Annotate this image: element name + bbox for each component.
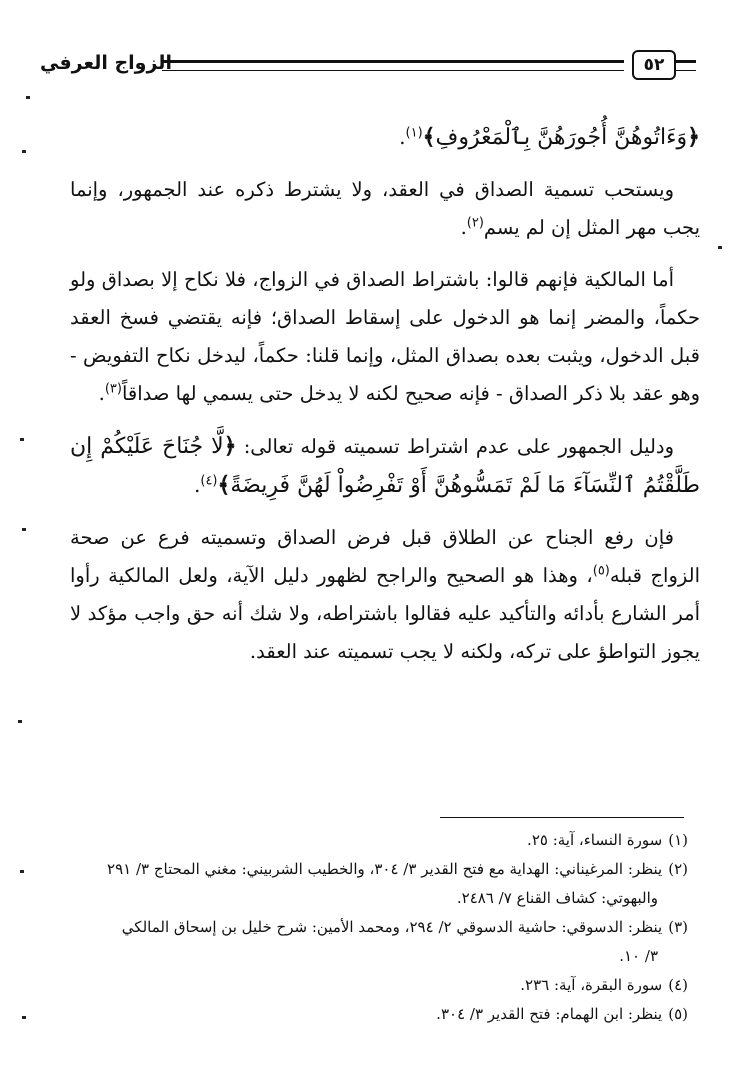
- footnote-5: (٥)ينظر: ابن الهمام: فتح القدير ٣/ ٣٠٤.: [436, 1005, 688, 1023]
- footnotes: [68, 826, 688, 1029]
- scan-mark: [18, 720, 22, 723]
- page-number: ٥٢: [632, 50, 676, 80]
- footnote-ref-3: (٣): [104, 381, 122, 397]
- page-header: [40, 46, 690, 86]
- footnote-3: (٣)ينظر: الدسوقي: حاشية الدسوقي ٢/ ٢٩٤، ومحمد الأمين: شرح خليل بن إسحاق المالكي ٣/ ١٠.: [121, 918, 688, 965]
- scan-mark: [20, 438, 24, 441]
- paragraph-5-text-a: فإن رفع الجناح عن الطلاق قبل فرض الصداق وتسميته فرع عن صحة الزواج قبله: [70, 526, 700, 587]
- footnote-ref-1: (١): [405, 125, 423, 141]
- scan-mark: [718, 246, 722, 249]
- footnote-ref-5: (٥): [592, 563, 610, 579]
- scan-mark: [20, 870, 24, 873]
- header-rule-tail: [676, 60, 696, 71]
- running-title: الزواج العرفي: [40, 52, 172, 74]
- header-rule: [162, 60, 624, 71]
- paragraph-2: ويستحب تسمية الصداق في العقد، ولا يشترط ذكره عند الجمهور، وإنما يجب مهر المثل إن لم يسم$^{(٢)}$.: [70, 178, 700, 239]
- scan-mark: [26, 96, 30, 99]
- paragraph-quran-verse-1: ﴿وَءَاتُوهُنَّ أُجُورَهُنَّ بِٱلْمَعْرُوفِ﴾$^{(١)}$.: [399, 124, 700, 150]
- paragraph-5: [70, 519, 700, 671]
- footnote-separator: [440, 817, 684, 818]
- paragraph-4: ودليل الجمهور على عدم اشتراط تسميته قوله تعالى: ﴿لَّا جُنَاحَ عَلَيْكُمْ إِن طَلَّقْتُمُ ٱلنِّسَآءَ مَا لَمْ تَمَسُّوهُنَّ أَوْ تَفْرِضُواْ لَهُنَّ فَرِيضَةً﴾$^{(٤)}$.: [70, 433, 700, 498]
- scan-mark: [22, 150, 26, 153]
- footnote-2: (٢)ينظر: المرغيناني: الهداية مع فتح القدير ٣/ ٣٠٤، والخطيب الشربيني: مغني المحتاج ٣/ ٢٩١ والبهوتي: كشاف القناع ٧/ ٢٤٨٦.: [107, 860, 688, 907]
- paragraph-5-text-b: ، وهذا هو الصحيح والراجح لظهور دليل الآية، ولعل المالكية رأوا أمر الشارع بأدائه والتأكيد عليه فقالوا باشتراطه، ولا شك أنه حق واجب مؤكد لا يجوز التواطؤ على تركه، ولكنه لا يجب تسميته عند العقد.: [70, 564, 700, 663]
- main-text: [70, 118, 700, 685]
- footnote-4: (٤)سورة البقرة، آية: ٢٣٦.: [520, 976, 688, 994]
- quran-verse-1: ﴿وَءَاتُوهُنَّ أُجُورَهُنَّ بِٱلْمَعْرُوفِ﴾: [422, 124, 700, 150]
- footnote-ref-4: (٤): [200, 473, 218, 489]
- paragraph-2-text: ويستحب تسمية الصداق في العقد، ولا يشترط ذكره عند الجمهور، وإنما يجب مهر المثل إن لم يسم: [70, 178, 700, 239]
- paragraph-3: أما المالكية فإنهم قالوا: باشتراط الصداق في الزواج، فلا نكاح إلا بصداق ولو حكماً، والمضر إنما هو الدخول على إسقاط الصداق؛ فإنه يقتضي فسخ العقد قبل الدخول، ويثبت بعده بصداق المثل، وإنما قلنا: حكماً، ليدخل نكاح التفويض - وهو عقد بلا ذكر الصداق - فإنه صحيح لكنه لا يدخل حتى يسمي لها صداقاً$^{(٣)}$.: [70, 268, 700, 405]
- paragraph-3-text: أما المالكية فإنهم قالوا: باشتراط الصداق في الزواج، فلا نكاح إلا بصداق ولو حكماً، والمضر إنما هو الدخول على إسقاط الصداق؛ فإنه يقتضي فسخ العقد قبل الدخول، ويثبت بعده بصداق المثل، وإنما قلنا: حكماً، ليدخل نكاح التفويض - وهو عقد بلا ذكر الصداق - فإنه صحيح لكنه لا يدخل حتى يسمي لها صداقاً: [70, 268, 700, 405]
- footnote-1: (١)سورة النساء، آية: ٢٥.: [527, 831, 688, 849]
- quran-verse-2: ﴿لَّا جُنَاحَ عَلَيْكُمْ إِن طَلَّقْتُمُ ٱلنِّسَآءَ مَا لَمْ تَمَسُّوهُنَّ أَوْ تَفْرِضُواْ لَهُنَّ فَرِيضَةً﴾: [70, 433, 700, 498]
- paragraph-4-intro: ودليل الجمهور على عدم اشتراط تسميته قوله تعالى:: [243, 435, 675, 458]
- footnote-ref-2: (٢): [466, 215, 484, 231]
- scan-mark: [22, 1016, 26, 1019]
- scan-mark: [22, 528, 26, 531]
